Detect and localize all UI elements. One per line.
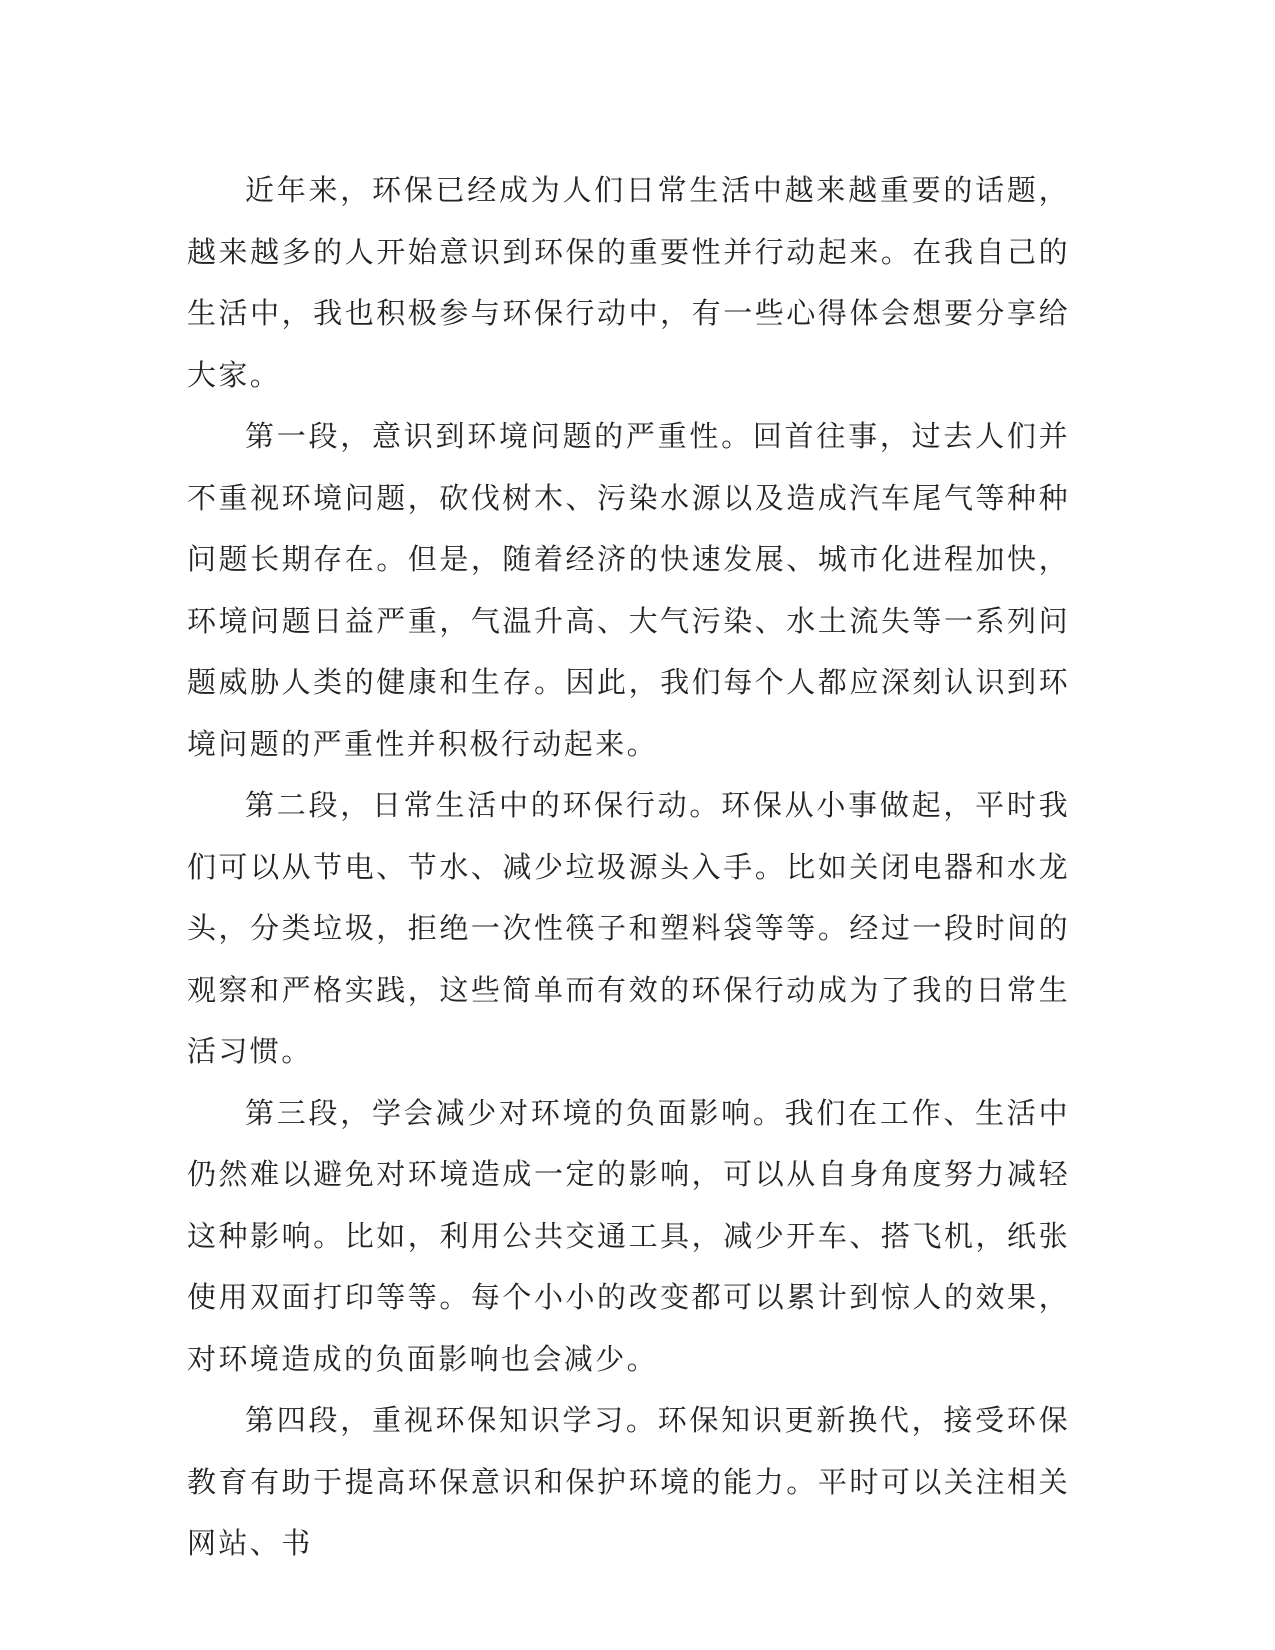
paragraph-intro: 近年来，环保已经成为人们日常生活中越来越重要的话题，越来越多的人开始意识到环保的重要性并行动起来。在我自己的生活中，我也积极参与环保行动中，有一些心得体会想要分享给大家。 [187, 173, 1070, 392]
document-body [187, 160, 1070, 1575]
paragraph-section-4: 第四段，重视环保知识学习。环保知识更新换代，接受环保教育有助于提高环保意识和保护环境的能力。平时可以关注相关网站、书 [187, 1403, 1070, 1560]
paragraph-section-2: 第二段，日常生活中的环保行动。环保从小事做起，平时我们可以从节电、节水、减少垃圾源头入手。比如关闭电器和水龙头，分类垃圾，拒绝一次性筷子和塑料袋等等。经过一段时间的观察和严格实践，这些简单而有效的环保行动成为了我的日常生活习惯。 [187, 788, 1070, 1068]
paragraph-section-1: 第一段，意识到环境问题的严重性。回首往事，过去人们并不重视环境问题，砍伐树木、污染水源以及造成汽车尾气等种种问题长期存在。但是，随着经济的快速发展、城市化进程加快，环境问题日益严重，气温升高、大气污染、水土流失等一系列问题威胁人类的健康和生存。因此，我们每个人都应深刻认识到环境问题的严重性并积极行动起来。 [187, 419, 1070, 761]
paragraph-section-3: 第三段，学会减少对环境的负面影响。我们在工作、生活中仍然难以避免对环境造成一定的影响，可以从自身角度努力减轻这种影响。比如，利用公共交通工具，减少开车、搭飞机，纸张使用双面打印等等。每个小小的改变都可以累计到惊人的效果，对环境造成的负面影响也会减少。 [187, 1095, 1070, 1376]
